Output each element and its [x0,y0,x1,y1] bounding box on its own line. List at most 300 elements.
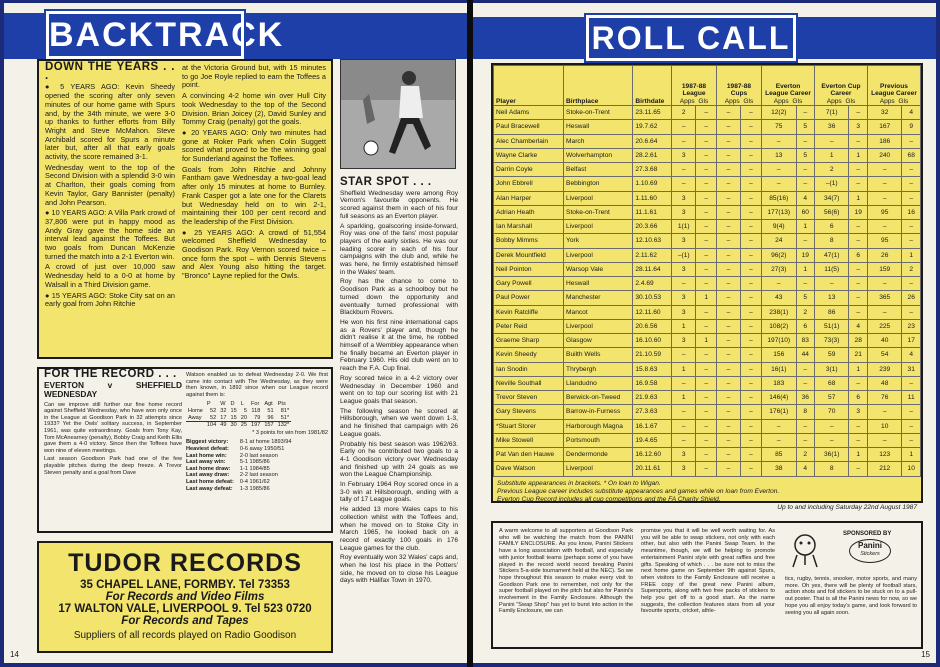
table-cell: – [761,277,796,291]
table-header-cell [671,66,716,106]
table-cell: 11 [902,391,921,405]
table-cell: 20 [240,414,247,421]
record-label: Last away defeat: [186,485,233,492]
table-cell: 16.9.58 [633,376,672,390]
table-cell: 5 [796,120,814,134]
table-row [494,348,921,362]
table-cell: – [716,334,740,348]
backtrack-title: BACKTRACK [49,16,285,54]
sponsor-block [783,527,917,571]
table-cell: 157 [264,422,274,429]
panini-brand: Panini [857,541,882,550]
table-cell: Manchester [564,291,633,305]
table-cell: – [902,419,921,433]
table-cell: – [740,220,761,234]
table-cell: – [740,319,761,333]
table-cell: Barrow-in-Furness [564,405,633,419]
table-cell: – [902,134,921,148]
table-cell: – [867,433,901,447]
table-cell: 6 [814,220,848,234]
record-value: 2-2 last season [239,472,278,479]
table-cell: – [696,277,717,291]
table-cell: 183 [761,376,796,390]
table-cell: 43 [761,291,796,305]
table-cell: 96(2) [761,248,796,262]
table-cell: 365 [867,291,901,305]
table-cell: Stoke-on-Trent [564,106,633,120]
paragraph: ● 15 YEARS AGO: Stoke City sat on an early goal from John Ritchie [45,290,175,309]
table-cell: 19 [849,205,868,219]
table-cell: – [902,234,921,248]
table-cell: 16(1) [761,362,796,376]
table-cell: – [849,305,868,319]
table-cell: 86 [814,305,848,319]
table-cell: – [716,277,740,291]
table-cell: 51(1) [814,319,848,333]
table-cell: – [716,305,740,319]
table-cell: 3 [671,234,696,248]
table-cell: 3 [671,305,696,319]
table-cell: 5 [243,407,247,414]
advert-line: 17 WALTON VALE, LIVERPOOL 9. Tel 523 0720 [58,603,312,615]
table-cell: 70 [814,405,848,419]
table-cell: – [740,277,761,291]
table-row [494,106,921,120]
record-label: Last home draw: [186,465,231,472]
table-cell: 3 [671,334,696,348]
table-row [186,415,291,422]
table-cell: 159 [867,262,901,276]
record-label: Last away win: [186,459,226,466]
paragraph: Probably his best season was 1962/63. Early on he contributed two goals to a 4-1 Goodison victory over Wednesday and finished up with 24 goals as we won the League Championship. [340,440,458,479]
table-cell: 123 [867,448,901,462]
table-cell: – [740,134,761,148]
table-cell: 3 [671,291,696,305]
player-name: Ian Snodin [494,362,564,376]
table-cell: 59 [814,348,848,362]
table-cell: – [696,305,717,319]
table-cell: 3 [671,262,696,276]
table-cell: – [696,220,717,234]
table-cell: – [696,448,717,462]
table-cell: – [716,433,740,447]
table-cell: 48 [867,376,901,390]
table-cell: – [716,348,740,362]
player-name: Darrin Coyle [494,163,564,177]
table-cell: – [671,376,696,390]
table-cell: 2 [902,262,921,276]
record-value: 0-6 away 1950/51 [239,445,285,452]
table-cell: 167 [867,120,901,134]
player-name: Pat Van den Hauwe [494,448,564,462]
table-cell: 7(1) [814,106,848,120]
header-sub: Apps Gls [773,97,803,105]
table-cell: – [716,291,740,305]
table-cell: 36 [796,391,814,405]
page-title [586,15,796,61]
table-cell: – [740,291,761,305]
table-cell: Heswall [564,277,633,291]
table-cell: – [696,376,717,390]
table-cell: Warsop Vale [564,262,633,276]
paragraph: ● 20 YEARS AGO: Only two minutes had gone at Roker Park when Colin Suggett scored what proved to be the winning goal for Sunderland against the Toffees. [182,127,326,164]
table-cell: – [740,148,761,162]
paragraph: Roy eventually won 32 Wales' caps and, when he lost his place in the Potters' side, he moved on to close his League days with Halifax Town in 1970. [340,554,458,585]
player-name: Graeme Sharp [494,334,564,348]
table-cell: – [696,391,717,405]
table-cell: 81* [280,407,290,414]
record-label: Last home defeat: [186,478,234,485]
table-cell: 3 [671,462,696,476]
advert-line: For Records and Tapes [121,615,249,627]
table-cell: 68 [814,376,848,390]
table-cell: 28.11.64 [633,262,672,276]
player-name: Bobby Mimms [494,234,564,248]
note: Substitute appearances in brackets. * On loan to Wigan. [497,479,661,487]
table-cell: – [867,191,901,205]
table-cell: – [902,277,921,291]
table-cell: 30 [230,422,237,429]
table-cell: 118 [251,407,261,414]
table-cell: – [716,262,740,276]
advert-line: For Records and Video Films [105,591,265,603]
table-cell: 8 [814,234,848,248]
table-cell: 177(13) [761,205,796,219]
table-cell: 24 [761,234,796,248]
table-cell: – [740,262,761,276]
table-cell: – [716,419,740,433]
sponsored-label: SPONSORED BY [843,531,892,537]
table-cell: – [849,277,868,291]
table-cell: 40 [867,334,901,348]
table-cell: – [671,405,696,419]
table-cell: 1 [902,248,921,262]
table-cell: 3 [849,120,868,134]
paragraph: The following season he scored at Hillsborough, when we went down 1-3, and he finished that campaign with 26 League goals. [340,407,458,438]
table-cell: 4 [796,462,814,476]
table-cell: 51* [280,414,290,421]
table-header-cell: W [220,401,226,408]
table-cell: 38 [761,462,796,476]
record-value: 2-0 last season [239,452,278,459]
header-label: Everton Cup Career [821,82,861,98]
table-cell: 21 [849,348,868,362]
table-row [494,419,921,433]
player-name: Dave Watson [494,462,564,476]
paragraph: Goals from John Ritchie and Johnny Fantham gave Wednesday a two-goal lead after only 15 minutes at home to Burnley. Frank Casper got a late one for the Clarets but Wednesday held on to win 2-1, maintaining their 100 per cent record and the leadership of the First Division. [182,164,326,226]
table-cell: – [716,405,740,419]
for-the-record-heading: FOR THE RECORD . . . [44,368,177,380]
panini-col2 [641,528,775,646]
table-cell: – [716,391,740,405]
records-list [186,439,292,492]
table-row [494,334,921,348]
table-header-cell [186,401,205,408]
table-cell: – [696,134,717,148]
header-sub: Apps Gls [724,97,754,105]
down-the-years-col1 [45,63,175,358]
table-cell: – [696,148,717,162]
table-cell: 17 [220,414,227,421]
table-cell: 57 [814,391,848,405]
table-cell: – [740,120,761,134]
table-cell: 1 [849,191,868,205]
table-cell: – [796,234,814,248]
fixture-subheading: EVERTON v SHEFFIELD WEDNESDAY [44,379,182,399]
table-cell: 60 [796,205,814,219]
advert-line: 35 CHAPEL LANE, FORMBY. Tel 73353 [80,579,290,591]
table-row [186,453,292,460]
table-cell: 16.12.60 [633,448,672,462]
player-name: Paul Bracewell [494,120,564,134]
paragraph: In February 1964 Roy scored once in a 3-0 win at Hillsborough, ending with a tally of 17 League goals. [340,481,458,504]
player-name: Ian Marshall [494,220,564,234]
table-cell: 26 [902,291,921,305]
table-cell: 12.10.63 [633,234,672,248]
table-cell: 13 [814,291,848,305]
league-record-table [186,401,291,428]
table-cell: 1 [696,291,717,305]
down-the-years-heading: DOWN THE YEARS . . . [45,61,175,82]
table-cell: Liverpool [564,319,633,333]
player-name: Neville Southall [494,376,564,390]
table-row [186,446,292,453]
table-cell: 13 [761,148,796,162]
table-cell: 6 [849,248,868,262]
table-row [494,148,921,162]
table-cell: – [796,163,814,177]
page-roll-call [473,3,936,663]
table-row [494,220,921,234]
paragraph: Can we improve still further our fine home record against Sheffield Wednesday, who have won only once in the League at Goodison Park in 32 attempts since 1933? Yet the Owls' solitary success, in September 1961, was quite extraordinary. Goals from Tony Kay, Tom McAnearney (penalty), Bobby Craig and Keith Ellis gave them a 4-0 victory. Since then the Toffees have won nine of eleven meetings. [44,401,182,454]
table-cell: 12.11.60 [633,305,672,319]
table-row [494,248,921,262]
table-cell: Home [188,407,203,414]
player-name: Gary Stevens [494,405,564,419]
header-sub: Apps Gls [826,97,856,105]
table-cell: – [696,433,717,447]
table-header-cell: Player [494,66,564,106]
table-cell: Berwick-on-Tweed [564,391,633,405]
paragraph: Last season Goodison Park had one of the few playable pitches during the deep freeze. A Trevor Steven penalty and a goal from Dave [44,456,182,476]
table-cell: 186 [867,134,901,148]
table-cell: – [849,106,868,120]
table-cell: 95 [867,234,901,248]
table-cell: – [867,305,901,319]
table-cell: 95 [867,205,901,219]
table-cell: – [696,348,717,362]
table-cell: – [740,334,761,348]
table-cell: 76 [867,391,901,405]
panini-col3 [785,576,917,646]
table-cell: 8 [814,462,848,476]
table-cell: Liverpool [564,248,633,262]
table-cell: 176(1) [761,405,796,419]
table-cell: – [761,419,796,433]
player-name: Neil Pointon [494,262,564,276]
table-cell: – [740,248,761,262]
table-cell: – [814,433,848,447]
table-cell: 11.1.61 [633,205,672,219]
table-cell: 15.8.63 [633,362,672,376]
table-cell: – [696,362,717,376]
table-row [494,177,921,191]
table-cell: 225 [867,319,901,333]
table-cell: – [740,405,761,419]
paragraph: He added 13 more Wales caps to his collection whilst with the Toffees and, when he moved on to Stoke City in March 1965, he looked back on a record of exactly 100 goals in 176 League games for the club. [340,506,458,552]
table-cell: – [849,234,868,248]
table-row [494,391,921,405]
table-cell: Wolverhampton [564,148,633,162]
table-cell: – [740,391,761,405]
table-cell: 8 [796,405,814,419]
table-header-cell [716,66,761,106]
table-cell: Glasgow [564,334,633,348]
paragraph: at the Victoria Ground but, with 15 minutes to go Joe Royle replied to earn the Toffees a point. [182,63,326,90]
table-cell: 5 [796,291,814,305]
table-cell: – [740,348,761,362]
table-cell: 2 [796,305,814,319]
table-cell: – [716,148,740,162]
table-row [494,163,921,177]
table-cell: – [671,163,696,177]
panini-brand-sub: Stickers [860,551,880,557]
table-cell: 20.6.56 [633,319,672,333]
table-cell: 9 [902,120,921,134]
table-cell: 16 [902,205,921,219]
table-cell: – [716,177,740,191]
down-the-years-col2 [182,64,326,359]
table-cell: 5 [796,148,814,162]
paragraph: Roy has the chance to come to Goodison Park as a schoolboy but he turned down the opportunity and eventually turned professional with Blackburn Rovers. [340,278,458,317]
table-cell: 23.11.65 [633,106,672,120]
table-cell: 15 [230,407,237,414]
player-name: Kevin Sheedy [494,348,564,362]
table-cell: 1(1) [671,220,696,234]
advert-title: TUDOR RECORDS [68,549,302,577]
table-cell: 4 [796,191,814,205]
table-cell: 27(3) [761,262,796,276]
player-name: Alan Harper [494,191,564,205]
table-cell: 10 [867,419,901,433]
table-row [494,277,921,291]
header-label: 1987-88 League [681,82,707,98]
table-row [494,120,921,134]
table-cell: – [902,376,921,390]
table-cell: Builth Wells [564,348,633,362]
table-cell: – [796,376,814,390]
table-cell: – [796,433,814,447]
table-cell: – [796,106,814,120]
for-the-record-col2 [186,372,328,532]
paragraph: ● 25 YEARS AGO: A crowd of 51,554 welcomed Sheffield Wednesday to Goodison Park. Roy Vernon scored twice – once form the spot – with Dennis Stevens and Alex Young also hitting the target. "Bronco" Layne replied for the Owls. [182,227,326,281]
table-cell: – [902,177,921,191]
squad-table [493,65,921,477]
table-cell: – [696,205,717,219]
table-cell: – [902,433,921,447]
table-cell: 1 [902,448,921,462]
table-cell: – [671,419,696,433]
table-cell: – [716,106,740,120]
date-note: Up to and including Saturday 22nd August 1987 [777,503,917,511]
header-label: Previous League Career [871,82,917,98]
table-cell: – [716,234,740,248]
table-cell: – [716,220,740,234]
table-cell: – [696,106,717,120]
table-cell: Mancot [564,305,633,319]
table-header-cell: L [240,401,244,408]
table-cell: 83 [796,334,814,348]
table-cell: 73(3) [814,334,848,348]
table-cell: – [740,462,761,476]
table-cell: – [716,134,740,148]
table-cell: Stoke-on-Trent [564,205,633,219]
table-cell: – [716,163,740,177]
footballer-photo-icon [341,60,456,169]
table-cell: 3 [671,205,696,219]
table-row [186,408,291,415]
table-cell: – [867,277,901,291]
table-cell: – [696,248,717,262]
table-cell: – [849,262,868,276]
table-cell: 12(2) [761,106,796,120]
table-cell: 19.4.65 [633,433,672,447]
paragraph: Sheffield Wednesday were among Roy Vernon's favourite opponents. He scored against them in each of his four full seasons as an Everton player. [340,189,458,220]
table-cell: – [696,462,717,476]
table-row [494,291,921,305]
table-cell: 27.3.68 [633,163,672,177]
table-cell: 2.11.62 [633,248,672,262]
table-row [186,486,292,493]
table-cell: 1 [796,220,814,234]
record-value: 1-1 1984/85 [239,465,270,472]
table-cell: 34(7) [814,191,848,205]
table-header-cell: For [250,401,260,408]
table-cell: – [696,405,717,419]
table-cell: 239 [867,362,901,376]
note: Everton Cup Record includes all cup competitions and the FA Charity Shield. [497,495,721,503]
table-cell: – [740,205,761,219]
table-cell: 197(10) [761,334,796,348]
table-notes [497,480,917,512]
stats-note: * 3 points for win from 1981/82 [252,429,328,436]
table-cell: – [902,305,921,319]
player-name: Mike Stowell [494,433,564,447]
table-cell: 1 [849,148,868,162]
table-cell: – [740,177,761,191]
tudor-records-advert [37,541,333,653]
table-cell: – [716,205,740,219]
table-cell: – [716,120,740,134]
table-cell: 19.7.62 [633,120,672,134]
table-cell: – [696,419,717,433]
table-cell: Harborough Magna [564,419,633,433]
table-cell: 212 [867,462,901,476]
table-cell: 51 [267,407,274,414]
table-cell: 85(16) [761,191,796,205]
table-cell: Heswall [564,120,633,134]
table-cell: – [716,319,740,333]
table-cell: Away [188,414,202,421]
table-cell: 25 [240,422,247,429]
table-cell: 15 [230,414,237,421]
paragraph: promise you that it will be well worth waiting for. As you will be able to swap stickers, not only with each other, but also with the Panini Swap Team. In the meantime, though, we will be helping to promote entertainment Panini style with great raffles and free gifts. Speaking of which . . . be sure not to miss the next home game on September 9th against Spurs, when visitors to the Family Enclosure will receive a FREE copy of the great new Panini album, Supersports, along with two free packs of stickers to help you get off to a good start. As the name suggests, the collection features stars from all your favourite sports, cricket, athle- [641,528,775,615]
table-cell: 16.1.67 [633,419,672,433]
table-cell: 21.10.59 [633,348,672,362]
table-cell: 197 [250,422,261,429]
table-cell: 28 [849,334,868,348]
table-row [494,305,921,319]
